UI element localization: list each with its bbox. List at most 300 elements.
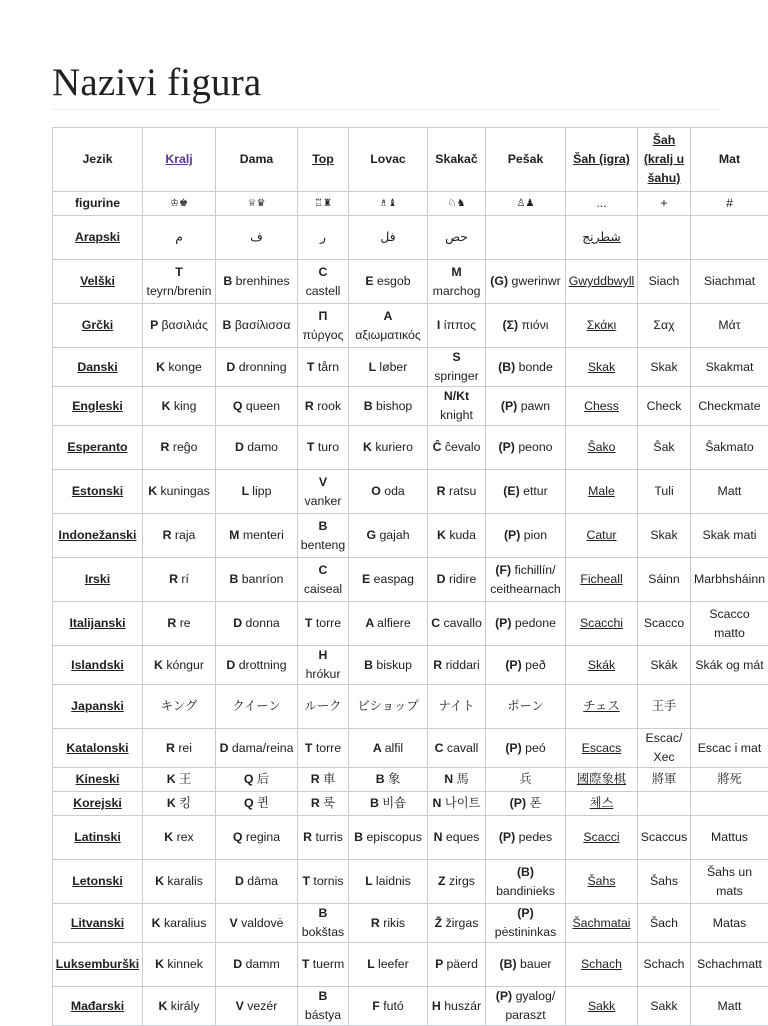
piece-name: dāma: [247, 874, 278, 888]
table-cell: [298, 426, 349, 470]
piece-abbreviation: M: [229, 528, 243, 542]
table-cell: [428, 729, 486, 768]
page-title: Nazivi figura: [52, 60, 261, 105]
table-cell[interactable]: [566, 514, 638, 558]
chess-name-link[interactable]: Scacci: [583, 830, 619, 844]
piece-abbreviation: D: [220, 741, 232, 755]
piece-name: springer: [434, 369, 478, 383]
table-cell[interactable]: [566, 685, 638, 729]
piece-name: 폰: [529, 796, 541, 810]
table-row: [53, 729, 768, 768]
table-cell: [143, 602, 216, 646]
table-row: [53, 816, 768, 860]
piece-abbreviation: Α: [384, 309, 393, 323]
table-cell: [216, 470, 298, 514]
piece-name: žirgas: [446, 916, 479, 930]
header-king-link[interactable]: Kralj: [143, 128, 216, 192]
piece-abbreviation: T: [307, 440, 318, 454]
piece-name: raja: [175, 528, 196, 542]
chess-name-link[interactable]: Σκάκι: [587, 318, 617, 332]
piece-name: oda: [384, 484, 405, 498]
piece-abbreviation: D: [226, 658, 238, 672]
piece-name: αξιωματικός: [355, 328, 421, 342]
piece-abbreviation: (P): [499, 830, 519, 844]
piece-abbreviation: B: [319, 906, 328, 920]
table-cell: [349, 816, 428, 860]
piece-abbreviation: T: [302, 874, 313, 888]
piece-name: queen: [246, 399, 280, 413]
table-cell: [216, 348, 298, 387]
piece-names-table: [52, 127, 768, 1026]
table-cell[interactable]: [566, 729, 638, 768]
language-link[interactable]: Kineski: [53, 768, 143, 792]
table-row: [53, 470, 768, 514]
symbols-row: [53, 192, 768, 216]
language-link[interactable]: Esperanto: [53, 426, 143, 470]
piece-name: Ŝak: [653, 440, 674, 454]
piece-name: kóngur: [166, 658, 204, 672]
piece-abbreviation: L: [367, 957, 378, 971]
table-cell: [691, 768, 768, 792]
piece-name: damo: [247, 440, 278, 454]
table-cell: [216, 768, 298, 792]
piece-name: rex: [177, 830, 194, 844]
table-cell[interactable]: [566, 387, 638, 426]
piece-name: Šach: [650, 916, 678, 930]
piece-abbreviation: (P): [495, 616, 515, 630]
piece-name: Šahs: [650, 874, 678, 888]
piece-abbreviation: (B): [517, 865, 534, 879]
piece-name: Scaccus: [641, 830, 687, 844]
table-cell[interactable]: [566, 304, 638, 348]
table-row: [53, 426, 768, 470]
table-cell: [349, 426, 428, 470]
piece-name: vezér: [247, 999, 277, 1013]
chess-symbol: ...: [566, 192, 638, 216]
piece-abbreviation: A: [365, 616, 377, 630]
language-link[interactable]: Luksemburški: [53, 943, 143, 987]
piece-name: episcopus: [366, 830, 421, 844]
piece-name: فل: [380, 230, 395, 244]
table-cell[interactable]: [566, 904, 638, 943]
language-link[interactable]: Grčki: [53, 304, 143, 348]
table-cell: [691, 943, 768, 987]
table-cell: [298, 514, 349, 558]
piece-name: πιόνι: [522, 318, 549, 332]
piece-abbreviation: Q: [244, 796, 257, 810]
chess-name-link[interactable]: شطرنج: [582, 230, 621, 244]
chess-name-link[interactable]: Male: [588, 484, 615, 498]
table-cell[interactable]: [566, 426, 638, 470]
piece-abbreviation: K: [148, 484, 160, 498]
table-row: [53, 860, 768, 904]
language-link[interactable]: Mađarski: [53, 987, 143, 1026]
header-pawn: Pešak: [486, 128, 566, 192]
rook-symbols: ♖♜: [298, 192, 349, 216]
piece-abbreviation: D: [233, 616, 245, 630]
piece-abbreviation: Ĉ: [433, 440, 445, 454]
table-cell: [298, 987, 349, 1026]
table-cell: [349, 558, 428, 602]
language-link[interactable]: Latinski: [53, 816, 143, 860]
piece-abbreviation: D: [437, 572, 449, 586]
table-cell: [349, 729, 428, 768]
piece-name: løber: [379, 360, 407, 374]
language-link[interactable]: Engleski: [53, 387, 143, 426]
table-row: [53, 987, 768, 1026]
chess-name-link[interactable]: Gwyddbwyll: [569, 274, 635, 288]
table-cell: [486, 558, 566, 602]
piece-name: laidnis: [376, 874, 411, 888]
chess-name-link[interactable]: Chess: [584, 399, 619, 413]
piece-name: ίππος: [444, 318, 476, 332]
table-cell: [486, 792, 566, 816]
piece-name: pedone: [515, 616, 556, 630]
piece-name: damm: [246, 957, 280, 971]
piece-name: 비숍: [382, 796, 406, 810]
language-link[interactable]: Estonski: [53, 470, 143, 514]
piece-name: kuriero: [375, 440, 413, 454]
table-cell: [349, 304, 428, 348]
table-cell: [216, 943, 298, 987]
piece-name: brenhines: [236, 274, 290, 288]
table-row: [53, 387, 768, 426]
table-cell: [349, 470, 428, 514]
table-row: [53, 260, 768, 304]
table-cell: [349, 348, 428, 387]
piece-name: drottning: [239, 658, 287, 672]
piece-abbreviation: Ž: [435, 916, 446, 930]
table-cell: [638, 387, 691, 426]
chess-name-link[interactable]: Catur: [586, 528, 616, 542]
knight-symbols: ♘♞: [428, 192, 486, 216]
piece-name: dama/reina: [232, 741, 294, 755]
piece-name: Scacco matto: [709, 607, 749, 640]
piece-name: Mattus: [711, 830, 748, 844]
table-cell: [143, 816, 216, 860]
table-cell: [298, 860, 349, 904]
chess-name-link[interactable]: Scacchi: [580, 616, 623, 630]
piece-name: vanker: [305, 494, 342, 508]
table-cell: [298, 387, 349, 426]
piece-name: Tuli: [654, 484, 673, 498]
table-cell: [428, 426, 486, 470]
chess-name-link[interactable]: Skak: [588, 360, 615, 374]
table-cell[interactable]: [566, 646, 638, 685]
chess-name-link[interactable]: 체스: [590, 796, 614, 810]
language-link[interactable]: Irski: [53, 558, 143, 602]
table-cell: [486, 943, 566, 987]
table-cell: [143, 646, 216, 685]
table-cell: [143, 304, 216, 348]
piece-abbreviation: K: [154, 658, 166, 672]
language-link[interactable]: Litvanski: [53, 904, 143, 943]
piece-name: dronning: [239, 360, 287, 374]
piece-abbreviation: (P): [510, 796, 530, 810]
table-cell: [298, 602, 349, 646]
table-cell: [691, 904, 768, 943]
chess-name-link[interactable]: Skák: [588, 658, 615, 672]
piece-name: ĉevalo: [445, 440, 481, 454]
piece-abbreviation: E: [365, 274, 377, 288]
king-symbols: ♔♚: [143, 192, 216, 216]
chess-name-link[interactable]: Šachmatai: [572, 916, 630, 930]
piece-name: ルーク: [305, 699, 342, 713]
piece-name: castell: [306, 284, 341, 298]
piece-name: Šahs un mats: [707, 865, 752, 898]
piece-name: biskup: [376, 658, 412, 672]
piece-abbreviation: R: [311, 772, 323, 786]
piece-abbreviation: H: [319, 648, 328, 662]
piece-name: gajah: [379, 528, 409, 542]
table-cell: [428, 216, 486, 260]
piece-name: peó: [525, 741, 546, 755]
table-cell: [143, 904, 216, 943]
language-link[interactable]: Italijanski: [53, 602, 143, 646]
table-row: [53, 943, 768, 987]
piece-name: regina: [246, 830, 280, 844]
table-cell: [691, 729, 768, 768]
table-cell: [691, 304, 768, 348]
chess-name-link[interactable]: Sakk: [588, 999, 615, 1013]
language-link[interactable]: Katalonski: [53, 729, 143, 768]
table-cell[interactable]: [566, 558, 638, 602]
piece-abbreviation: R: [311, 796, 323, 810]
piece-name: 將軍: [652, 772, 677, 786]
piece-abbreviation: R: [166, 741, 178, 755]
table-cell: [428, 558, 486, 602]
table-cell: [691, 426, 768, 470]
piece-abbreviation: (G): [490, 274, 511, 288]
piece-name: 킹: [179, 796, 191, 810]
table-cell: [691, 558, 768, 602]
table-cell: [216, 860, 298, 904]
table-cell: [216, 558, 298, 602]
header-language: Jezik: [53, 128, 143, 192]
piece-abbreviation: F: [372, 999, 383, 1013]
header-rook-link[interactable]: Top: [298, 128, 349, 192]
piece-abbreviation: Q: [244, 772, 257, 786]
piece-abbreviation: R: [303, 830, 315, 844]
table-cell: [486, 426, 566, 470]
piece-abbreviation: V: [236, 999, 248, 1013]
piece-abbreviation: B: [223, 274, 235, 288]
table-cell: [143, 426, 216, 470]
header-row: [53, 128, 768, 192]
piece-abbreviation: C: [431, 616, 443, 630]
table-cell: [216, 646, 298, 685]
table-cell[interactable]: [566, 602, 638, 646]
table-cell: [216, 216, 298, 260]
piece-name: 퀸: [257, 796, 269, 810]
piece-name: päerd: [446, 957, 477, 971]
language-link[interactable]: Indonežanski: [53, 514, 143, 558]
table-cell[interactable]: [566, 260, 638, 304]
piece-name: Μάτ: [718, 318, 740, 332]
piece-abbreviation: K: [363, 440, 375, 454]
chess-name-link[interactable]: Escacs: [582, 741, 622, 755]
table-cell: [486, 816, 566, 860]
language-link[interactable]: Islandski: [53, 646, 143, 685]
table-row: [53, 602, 768, 646]
table-cell: [143, 729, 216, 768]
chess-name-link[interactable]: Ficheall: [580, 572, 622, 586]
table-cell: [298, 816, 349, 860]
table-cell[interactable]: [566, 860, 638, 904]
table-cell: [691, 387, 768, 426]
table-cell: [486, 602, 566, 646]
table-cell[interactable]: [566, 792, 638, 816]
piece-abbreviation: D: [235, 440, 247, 454]
piece-name: fichillín/ ceithearnach: [490, 563, 560, 596]
table-cell: [486, 387, 566, 426]
piece-abbreviation: T: [305, 741, 316, 755]
piece-name: király: [171, 999, 200, 1013]
piece-abbreviation: B: [319, 519, 328, 533]
piece-abbreviation: (P): [504, 528, 524, 542]
table-cell[interactable]: [566, 987, 638, 1026]
piece-name: cavallo: [444, 616, 482, 630]
table-cell: [143, 514, 216, 558]
chess-name-link[interactable]: 國際象棋: [577, 772, 626, 786]
table-cell: [143, 943, 216, 987]
piece-abbreviation: R: [163, 528, 175, 542]
piece-name: re: [180, 616, 191, 630]
language-link[interactable]: Velški: [53, 260, 143, 304]
table-cell: [349, 904, 428, 943]
piece-abbreviation: R: [167, 616, 179, 630]
piece-abbreviation: E: [362, 572, 374, 586]
chess-name-link[interactable]: チェス: [583, 699, 620, 713]
chess-name-link[interactable]: Ŝako: [587, 440, 615, 454]
piece-name: Skakmat: [706, 360, 754, 374]
piece-name: Escac i mat: [698, 741, 762, 755]
piece-abbreviation: G: [366, 528, 379, 542]
piece-name: βασιλιάς: [161, 318, 207, 332]
table-cell: [638, 987, 691, 1026]
header-chess-game-link[interactable]: Šah (igra): [566, 128, 638, 192]
piece-name: ettur: [523, 484, 548, 498]
table-cell: [691, 602, 768, 646]
table-cell[interactable]: [566, 816, 638, 860]
piece-name: 馬: [457, 772, 469, 786]
table-cell[interactable]: [566, 943, 638, 987]
table-cell[interactable]: [566, 470, 638, 514]
table-cell: [638, 426, 691, 470]
header-knight: Skakač: [428, 128, 486, 192]
piece-name: alfiere: [377, 616, 411, 630]
table-cell[interactable]: [566, 768, 638, 792]
piece-name: pawn: [521, 399, 550, 413]
chess-name-link[interactable]: Schach: [581, 957, 622, 971]
language-link[interactable]: Arapski: [53, 216, 143, 260]
piece-abbreviation: Ι: [437, 318, 444, 332]
piece-name: rí: [181, 572, 189, 586]
piece-abbreviation: Q: [233, 399, 246, 413]
table-cell: [638, 860, 691, 904]
piece-abbreviation: B: [223, 318, 235, 332]
piece-abbreviation: D: [233, 957, 245, 971]
piece-name: turris: [315, 830, 342, 844]
piece-name: 兵: [519, 772, 531, 786]
table-cell: [349, 216, 428, 260]
piece-name: م: [175, 230, 183, 244]
piece-name: kuningas: [161, 484, 210, 498]
table-cell: [349, 768, 428, 792]
table-cell: [638, 685, 691, 729]
language-link[interactable]: Letonski: [53, 860, 143, 904]
piece-abbreviation: B: [354, 830, 366, 844]
piece-name: Skák: [650, 658, 677, 672]
table-cell: [486, 768, 566, 792]
piece-name: riddari: [446, 658, 480, 672]
piece-abbreviation: O: [371, 484, 384, 498]
table-cell: [349, 987, 428, 1026]
piece-abbreviation: T: [305, 616, 316, 630]
table-cell: [143, 387, 216, 426]
table-cell: [143, 768, 216, 792]
table-cell: [638, 260, 691, 304]
bishop-symbols: ♗♝: [349, 192, 428, 216]
table-cell: [638, 768, 691, 792]
piece-abbreviation: Z: [438, 874, 449, 888]
table-cell: [638, 514, 691, 558]
piece-name: rei: [178, 741, 192, 755]
piece-abbreviation: R: [169, 572, 181, 586]
piece-abbreviation: (B): [498, 360, 519, 374]
table-row: [53, 904, 768, 943]
table-cell: [428, 685, 486, 729]
chess-name-link[interactable]: Šahs: [587, 874, 615, 888]
piece-abbreviation: K: [167, 796, 179, 810]
piece-abbreviation: (P): [498, 440, 518, 454]
piece-abbreviation: K: [164, 830, 176, 844]
title-divider: [52, 109, 718, 110]
language-link[interactable]: Japanski: [53, 685, 143, 729]
language-link[interactable]: Korejski: [53, 792, 143, 816]
piece-name: 后: [257, 772, 269, 786]
table-cell: [349, 514, 428, 558]
piece-name: Ŝakmato: [705, 440, 754, 454]
table-cell: [691, 514, 768, 558]
piece-abbreviation: D: [226, 360, 238, 374]
piece-name: peono: [518, 440, 552, 454]
piece-name: eques: [446, 830, 480, 844]
table-cell: [143, 685, 216, 729]
piece-abbreviation: L: [365, 874, 376, 888]
table-cell: [298, 470, 349, 514]
table-cell: [349, 260, 428, 304]
piece-name: valdovė: [241, 916, 283, 930]
table-cell[interactable]: [566, 348, 638, 387]
table-cell: [486, 260, 566, 304]
piece-abbreviation: T: [307, 360, 318, 374]
table-cell: [486, 685, 566, 729]
piece-abbreviation: A: [373, 741, 385, 755]
piece-name: banríon: [242, 572, 284, 586]
piece-name: ratsu: [449, 484, 476, 498]
piece-name: bokštas: [302, 925, 344, 939]
table-cell[interactable]: [566, 216, 638, 260]
piece-name: marchog: [433, 284, 481, 298]
piece-name: 나이트: [445, 796, 481, 810]
header-check-link[interactable]: Šah (kralj u šahu): [638, 128, 691, 192]
language-link[interactable]: Danski: [53, 348, 143, 387]
table-cell: [298, 943, 349, 987]
table-cell: [638, 470, 691, 514]
table-cell: [428, 860, 486, 904]
piece-name: bonde: [519, 360, 553, 374]
